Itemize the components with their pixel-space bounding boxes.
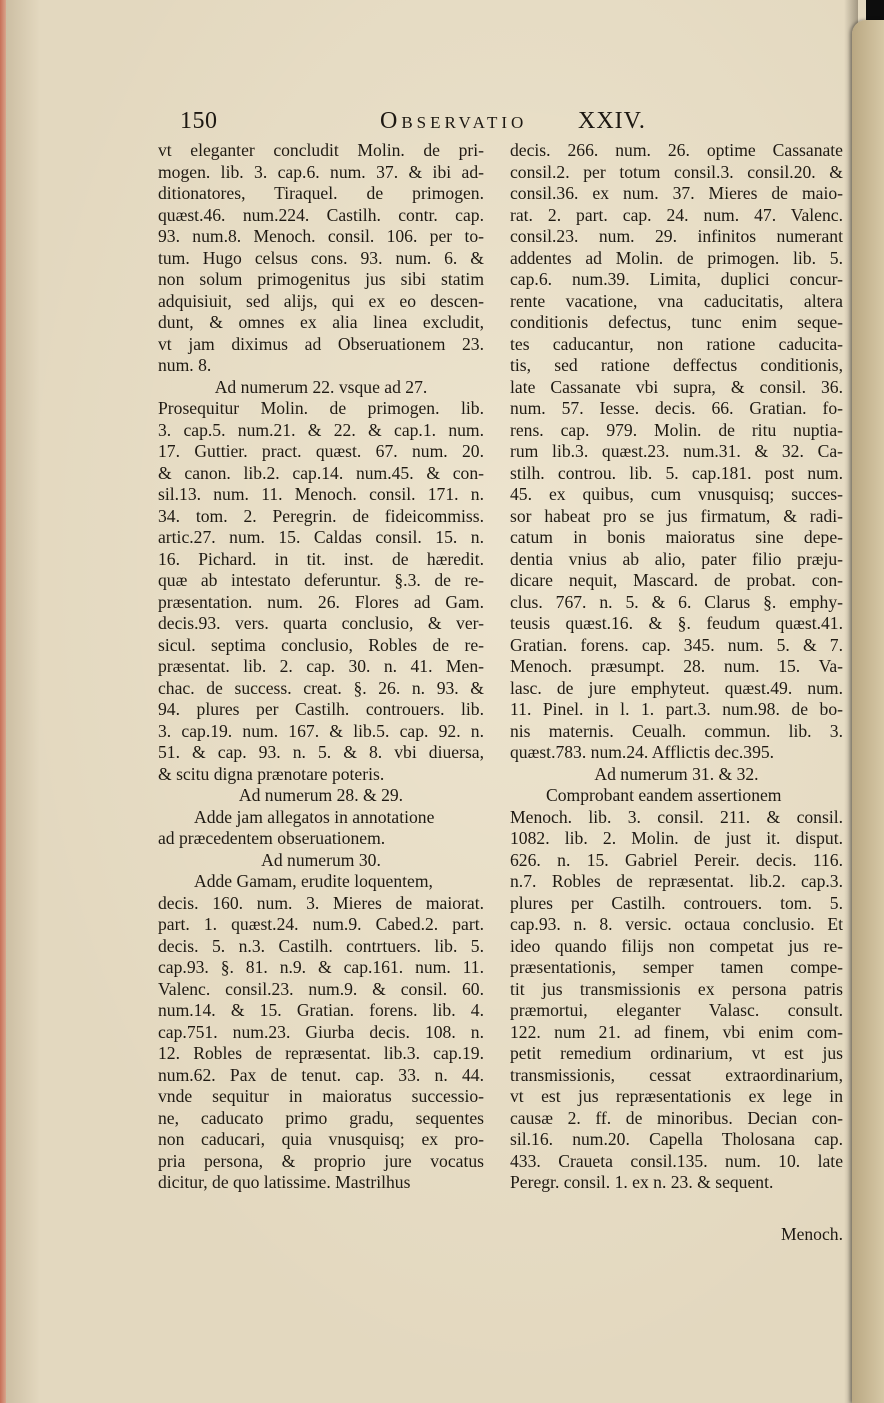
- left-column-line: Prosequitur Molin. de primogen. lib.: [158, 398, 484, 418]
- right-column-line: causæ 2. ff. de minoribus. Decian con-: [510, 1107, 843, 1128]
- right-text-column: [510, 140, 843, 1194]
- right-column-line: ideo quando filijs non competat jus re-: [510, 935, 843, 956]
- right-column-line: lasc. de jure emphyteut. quæst.49. num.: [510, 677, 843, 698]
- left-column-line: & scitu digna prænotare poteris.: [158, 763, 385, 784]
- left-column-line: num.14. & 15. Gratian. forens. lib. 4.: [158, 1000, 484, 1020]
- right-column-line: catum in bonis maioratus sine depe-: [510, 527, 843, 547]
- right-column-line: tis, sed ratione deffectus conditionis,: [510, 355, 843, 375]
- left-column-line: pria persona, & proprio jure vocatus: [158, 1150, 484, 1171]
- left-column-line: 34. tom. 2. Peregrin. de fideicommiss.: [158, 505, 484, 526]
- right-column-line: Menoch. lib. 3. consil. 211. & consil.: [510, 806, 843, 827]
- chapter-number: XXIV.: [578, 108, 646, 134]
- left-column-line: Ad numerum 30.: [261, 849, 381, 870]
- right-column-line: rum lib.3. quæst.23. num.31. & 32. Ca-: [510, 441, 843, 461]
- right-column-line: sor habeat pro se jus firmatum, & radi-: [510, 505, 843, 526]
- left-column-line: sil.13. num. 11. Menoch. consil. 171. n.: [158, 484, 484, 504]
- left-column-line: Ad numerum 22. vsque ad 27.: [214, 376, 428, 397]
- right-column-line: transmissionis, cessat extraordinarium,: [510, 1064, 843, 1085]
- running-title: Observatio: [380, 108, 528, 134]
- right-column-line: Gratian. forens. cap. 345. num. 5. & 7.: [510, 634, 843, 655]
- right-column-line: conditionis defectus, tunc enim seque-: [510, 312, 843, 332]
- left-column-line: dunt, & omnes ex alia linea excludit,: [158, 312, 484, 332]
- left-column-line: Adde Gamam, erudite loquentem,: [194, 871, 433, 891]
- right-column-line: præmortui, eleganter Valasc. consult.: [510, 1000, 843, 1020]
- right-column-line: Comprobant eandem assertionem: [546, 785, 782, 805]
- right-column-line: addentes ad Molin. de primogen. lib. 5.: [510, 247, 843, 268]
- left-column-line: 51. & cap. 93. n. 5. & 8. vbi diuersa,: [158, 742, 484, 762]
- left-column-line: 93. num.8. Menoch. consil. 106. per to-: [158, 226, 484, 246]
- left-column-line: vnde sequitur in maioratus successio-: [158, 1086, 484, 1106]
- left-column-line: decis. 5. n.3. Castilh. contrtuers. lib. 5.: [158, 935, 484, 956]
- right-column-line: consil.2. per totum consil.3. consil.20. &: [510, 161, 843, 182]
- left-column-line: 94. plures per Castilh. controuers. lib.: [158, 699, 484, 719]
- page-header: [180, 108, 660, 140]
- left-column-line: cap.751. num.23. Giurba decis. 108. n.: [158, 1021, 484, 1042]
- right-column-line: consil.23. num. 29. infinitos numerant: [510, 226, 843, 246]
- left-column-line: præsentation. num. 26. Flores ad Gam.: [158, 591, 484, 612]
- left-column-line: non caducari, quia vnusquisq; ex pro-: [158, 1129, 484, 1149]
- left-column-line: vt eleganter concludit Molin. de pri-: [158, 140, 484, 160]
- left-column-line: præsentat. lib. 2. cap. 30. n. 41. Men-: [158, 656, 484, 676]
- right-column-line: præsentationis, semper tamen compe-: [510, 957, 843, 977]
- right-column-line: sil.16. num.20. Capella Tholosana cap.: [510, 1129, 843, 1149]
- left-column-line: 16. Pichard. in tit. inst. de hæredit.: [158, 548, 484, 569]
- left-column-line: num. 8.: [158, 355, 212, 375]
- left-column-line: & canon. lib.2. cap.14. num.45. & con-: [158, 462, 484, 483]
- left-text-column: [158, 140, 484, 1194]
- right-column-line: clus. 767. n. 5. & 6. Clarus §. emphy-: [510, 591, 843, 612]
- left-column-line: cap.93. §. 81. n.9. & cap.161. num. 11.: [158, 957, 484, 977]
- left-column-line: mogen. lib. 3. cap.6. num. 37. & ibi ad-: [158, 161, 484, 182]
- right-column-line: petit remedium ordinarium, vt est jus: [510, 1043, 843, 1063]
- left-column-line: decis. 160. num. 3. Mieres de maiorat.: [158, 892, 484, 913]
- page-edge: [0, 0, 6, 1403]
- right-column-line: tes caducantur, non ratione caducita-: [510, 333, 843, 354]
- left-column-line: part. 1. quæst.24. num.9. Cabed.2. part.: [158, 914, 484, 934]
- catchword-block: [510, 1224, 843, 1246]
- right-column-line: rente vacatione, vna caducitatis, altera: [510, 290, 843, 311]
- right-column-line: late Cassanate vbi supra, & consil. 36.: [510, 376, 843, 397]
- left-column-line: Ad numerum 28. & 29.: [238, 785, 404, 805]
- right-column-line: plures per Castilh. controuers. tom. 5.: [510, 892, 843, 913]
- left-column-line: non solum primogenitus jus sibi statim: [158, 269, 484, 289]
- catchword: Menoch.: [780, 1224, 843, 1244]
- right-column-line: 433. Craueta consil.135. num. 10. late: [510, 1150, 843, 1171]
- right-column-line: Peregr. consil. 1. ex n. 23. & sequent.: [510, 1172, 774, 1192]
- left-column-line: tum. Hugo celsus cons. 93. num. 6. &: [158, 247, 484, 268]
- left-column-line: 12. Robles de repræsentat. lib.3. cap.19.: [158, 1043, 484, 1063]
- left-column-line: num.62. Pax de tenut. cap. 33. n. 44.: [158, 1064, 484, 1085]
- left-column-line: Adde jam allegatos in annotatione: [194, 806, 435, 827]
- page-number: 150: [180, 108, 218, 134]
- left-column-line: artic.27. num. 15. Caldas consil. 15. n.: [158, 527, 484, 547]
- right-column-line: teusis quæst.16. & §. feudum quæst.41.: [510, 613, 843, 633]
- right-column-line: 626. n. 15. Gabriel Pereir. decis. 116.: [510, 849, 843, 870]
- right-column-line: vt est jus repræsentationis ex lege in: [510, 1086, 843, 1106]
- right-column-line: cap.93. n. 8. versic. octaua conclusio. Et: [510, 914, 843, 934]
- right-column-line: Ad numerum 31. & 32.: [594, 763, 759, 784]
- right-column-line: num. 57. Iesse. decis. 66. Gratian. fo-: [510, 398, 843, 418]
- left-column-line: adquisiuit, sed alijs, qui ex eo descen-: [158, 290, 484, 311]
- right-column-line: quæst.783. num.24. Afflictis dec.395.: [510, 742, 775, 762]
- right-column-line: rens. cap. 979. Molin. de ritu nuptia-: [510, 419, 843, 440]
- right-column-line: 45. ex quibus, cum vnusquisq; succes-: [510, 484, 843, 504]
- right-column-line: rat. 2. part. cap. 24. num. 47. Valenc.: [510, 204, 843, 225]
- left-column-line: dicitur, de quo latissime. Mastrilhus: [158, 1172, 411, 1192]
- right-column-line: tit jus transmissionis ex persona patris: [510, 978, 843, 999]
- next-page-edge: [852, 20, 884, 1403]
- left-column-line: Valenc. consil.23. num.9. & consil. 60.: [158, 978, 484, 999]
- right-column-line: nis maternis. Ceualh. commun. lib. 3.: [510, 720, 843, 741]
- left-column-line: chac. de success. creat. §. 26. n. 93. &: [158, 677, 484, 698]
- left-column-line: 3. cap.19. num. 167. & lib.5. cap. 92. n.: [158, 720, 484, 741]
- left-column-line: ne, caducato primo gradu, sequentes: [158, 1107, 484, 1128]
- right-column-line: Menoch. præsumpt. 28. num. 15. Va-: [510, 656, 843, 676]
- left-column-line: ad præcedentem obseruationem.: [158, 828, 386, 848]
- right-column-line: dicare nequit, Mascard. de probat. con-: [510, 570, 843, 590]
- right-column-line: n.7. Robles de repræsentat. lib.2. cap.3.: [510, 871, 843, 891]
- left-column-line: vt jam diximus ad Obseruationem 23.: [158, 333, 484, 354]
- left-column-line: quæ ab intestato deferuntur. §.3. de re-: [158, 570, 484, 590]
- right-column-line: 1082. lib. 2. Molin. de just it. disput.: [510, 828, 843, 848]
- left-column-line: sicul. septima conclusio, Robles de re-: [158, 634, 484, 655]
- right-column-line: cap.6. num.39. Limita, duplici concur-: [510, 269, 843, 289]
- right-column-line: consil.36. ex num. 37. Mieres de maio-: [510, 183, 843, 203]
- left-column-line: quæst.46. num.224. Castilh. contr. cap.: [158, 204, 484, 225]
- right-column-line: dentia vnius ab alio, pater filio præju-: [510, 548, 843, 569]
- right-column-line: stilh. controu. lib. 5. cap.181. post num.: [510, 462, 843, 483]
- right-column-line: decis. 266. num. 26. optime Cassanate: [510, 140, 843, 160]
- left-column-line: ditionatores, Tiraquel. de primogen.: [158, 183, 484, 203]
- right-column-line: 11. Pinel. in l. 1. part.3. num.98. de bo-: [510, 699, 843, 719]
- left-column-line: 17. Guttier. pract. quæst. 67. num. 20.: [158, 441, 484, 461]
- right-column-line: 122. num 21. ad finem, vbi enim com-: [510, 1021, 843, 1042]
- left-column-line: 3. cap.5. num.21. & 22. & cap.1. num.: [158, 419, 484, 440]
- left-column-line: decis.93. vers. quarta conclusio, & ver-: [158, 613, 484, 633]
